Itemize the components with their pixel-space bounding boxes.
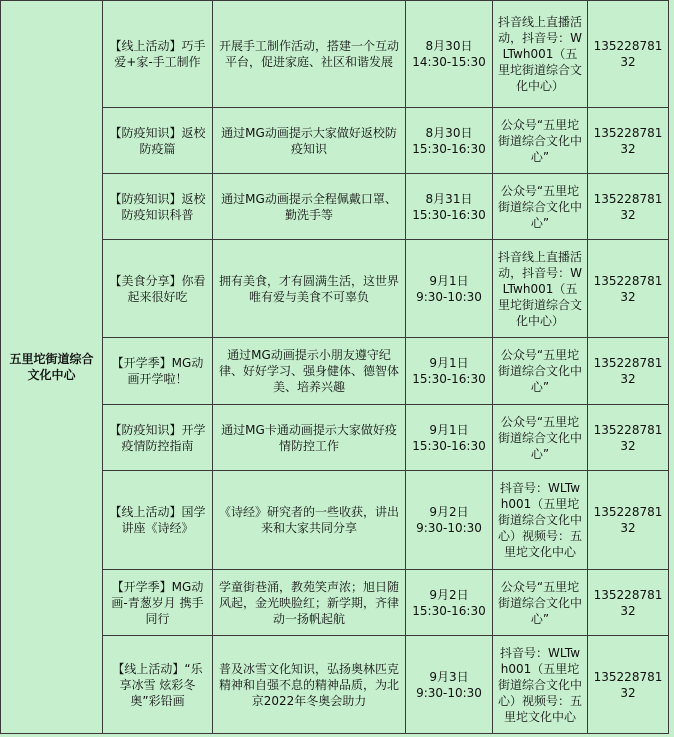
- contact-phone: 13522878132: [588, 240, 669, 338]
- activity-time: [406, 471, 493, 570]
- activity-description: 通过MG动画提示全程佩戴口罩、勤洗手等: [213, 174, 406, 240]
- activity-hours: 15:30-16:30: [412, 207, 486, 222]
- activity-title: 【线上活动】国学讲座《诗经》: [103, 471, 213, 570]
- activity-hours: 15:30-16:30: [412, 438, 486, 453]
- activity-date: 9月1日: [429, 422, 469, 437]
- activity-date: 9月2日: [429, 587, 469, 602]
- activity-time: [406, 1, 493, 108]
- activity-title: 【线上活动】“乐享冰雪 炫彩冬奥”彩铅画: [103, 636, 213, 734]
- activity-date: 9月3日: [429, 669, 469, 684]
- contact-phone: 13522878132: [588, 174, 669, 240]
- activity-time: [406, 174, 493, 240]
- activity-description: 开展手工制作活动，搭建一个互动平台，促进家庭、社区和谐发展: [213, 1, 406, 108]
- activity-title: 【防疫知识】返校防疫知识科普: [103, 174, 213, 240]
- activity-description: 通过MG动画提示大家做好返校防疫知识: [213, 108, 406, 174]
- activity-title: 【美食分享】你看起来很好吃: [103, 240, 213, 338]
- activity-description: 《诗经》研究者的一些收获，讲出来和大家共同分享: [213, 471, 406, 570]
- activity-date: 8月30日: [425, 39, 473, 53]
- activity-platform: 公众号“五里坨街道综合文化中心”: [493, 338, 588, 405]
- activity-time: [406, 405, 493, 471]
- activity-date: 9月1日: [429, 356, 469, 370]
- activity-hours: 15:30-16:30: [412, 603, 486, 618]
- activity-time: [406, 338, 493, 405]
- activity-description: 通过MG卡通动画提示大家做好疫情防控工作: [213, 405, 406, 471]
- activity-title: 【防疫知识】返校防疫篇: [103, 108, 213, 174]
- activity-title: 【防疫知识】开学疫情防控指南: [103, 405, 213, 471]
- activity-hours: 14:30-15:30: [412, 55, 486, 69]
- activity-title: 【线上活动】巧手爱+家-手工制作: [103, 1, 213, 108]
- activity-time: [406, 240, 493, 338]
- activity-hours: 9:30-10:30: [416, 521, 482, 535]
- activity-date: 8月31日: [425, 191, 473, 206]
- activity-time: [406, 636, 493, 734]
- activity-description: 通过MG动画提示小朋友遵守纪律、好好学习、强身健体、德智体美、培养兴趣: [213, 338, 406, 405]
- contact-phone: 13522878132: [588, 471, 669, 570]
- activity-description: 学童街巷涌，教苑笑声浓；旭日随风起，金光映脸红；新学期，齐律动一扬帆起航: [213, 570, 406, 636]
- activity-hours: 15:30-16:30: [412, 141, 486, 156]
- activity-description: 拥有美食，才有圆满生活，这世界唯有爱与美食不可辜负: [213, 240, 406, 338]
- contact-phone: 13522878132: [588, 338, 669, 405]
- table-row: [1, 1, 669, 108]
- activity-platform: 公众号“五里坨街道综合文化中心”: [493, 570, 588, 636]
- contact-phone: 13522878132: [588, 108, 669, 174]
- activity-title: 【开学季】MG动画开学啦！: [103, 338, 213, 405]
- activity-platform: 抖音线上直播活动，抖音号：WLTwh001（五里坨街道综合文化中心）: [493, 1, 588, 108]
- activity-platform: 公众号“五里坨街道综合文化中心”: [493, 405, 588, 471]
- activity-platform: 公众号“五里坨街道综合文化中心”: [493, 174, 588, 240]
- activity-hours: 15:30-16:30: [412, 372, 486, 386]
- activity-platform: 公众号“五里坨街道综合文化中心”: [493, 108, 588, 174]
- activity-platform: 抖音线上直播活动，抖音号：WLTwh001（五里坨街道综合文化中心）: [493, 240, 588, 338]
- activity-date: 9月2日: [429, 505, 469, 519]
- contact-phone: 13522878132: [588, 570, 669, 636]
- contact-phone: 13522878132: [588, 405, 669, 471]
- activity-hours: 9:30-10:30: [416, 289, 482, 304]
- organizer-cell: 五里坨街道综合文化中心: [1, 1, 103, 734]
- activity-date: 8月30日: [425, 125, 473, 140]
- contact-phone: 13522878132: [588, 636, 669, 734]
- activity-time: [406, 108, 493, 174]
- activity-hours: 9:30-10:30: [416, 685, 482, 700]
- contact-phone: 13522878132: [588, 1, 669, 108]
- activity-time: [406, 570, 493, 636]
- activity-date: 9月1日: [429, 273, 469, 288]
- activity-platform: 抖音号：WLTwh001（五里坨街道综合文化中心）视频号：五里坨文化中心: [493, 636, 588, 734]
- activity-title: 【开学季】MG动画-青葱岁月 携手同行: [103, 570, 213, 636]
- activity-platform: 抖音号：WLTwh001（五里坨街道综合文化中心）视频号：五里坨文化中心: [493, 471, 588, 570]
- activity-description: 普及冰雪文化知识，弘扬奥林匹克精神和自强不息的精神品质，为北京2022年冬奥会助力: [213, 636, 406, 734]
